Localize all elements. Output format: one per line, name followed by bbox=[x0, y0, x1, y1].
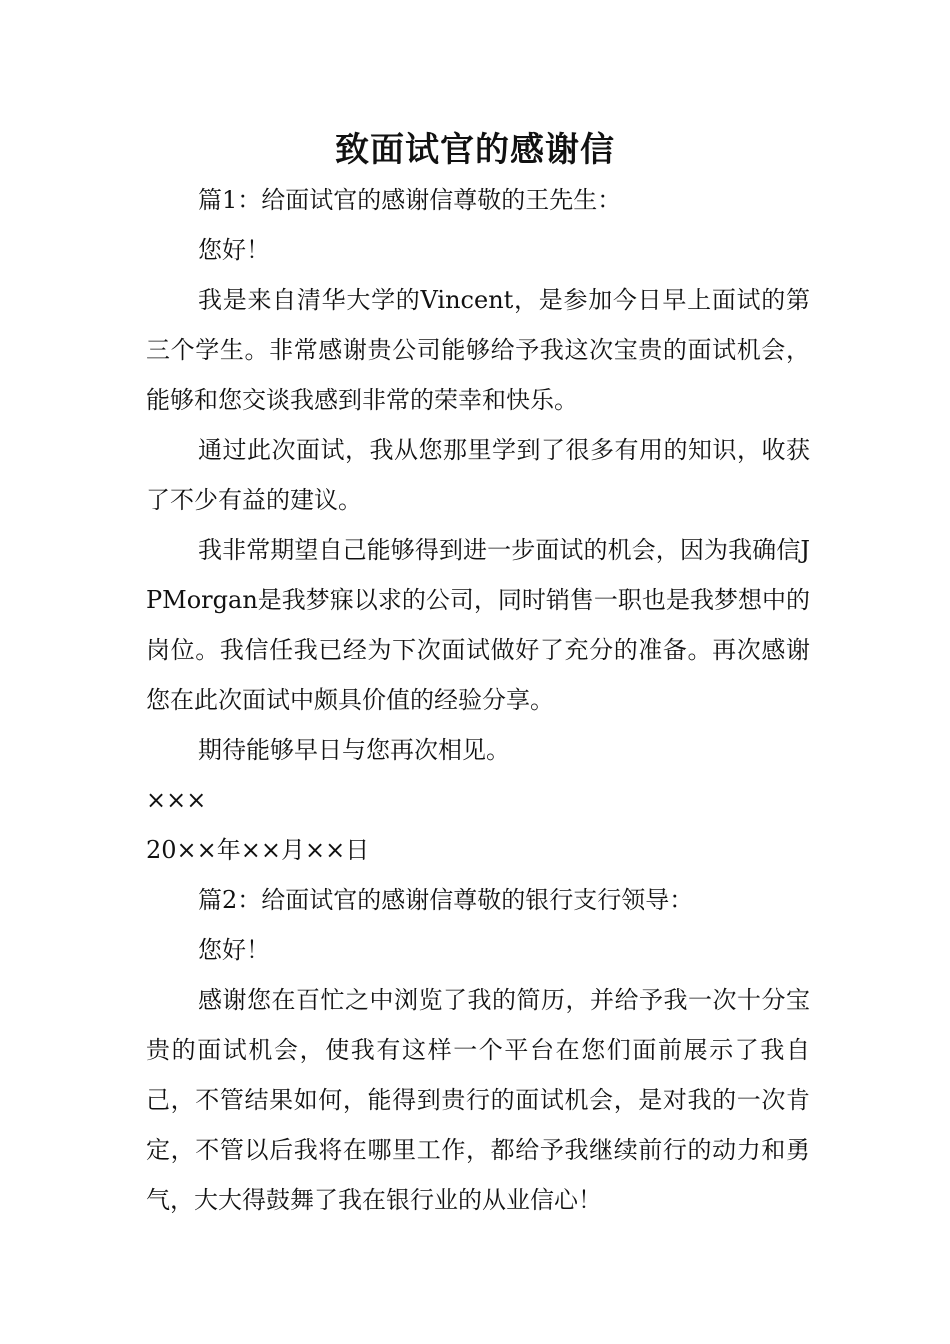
document-title: 致面试官的感谢信 bbox=[335, 130, 615, 170]
signature-name: ××× bbox=[146, 786, 207, 814]
paragraph-6: 期待能够早日与您再次相见。 bbox=[198, 736, 510, 764]
paragraph-11: 感谢您在百忙之中浏览了我的简历，并给予我一次十分宝贵的面试机会，使我有这样一个平台在您们面前展示了我自己，不管结果如何，能得到贵行的面试机会，是对我的一次肯定，不管以后我将在哪里工作，都给予我继续前行的动力和勇气，大大得鼓舞了我在银行业的从业信心！ bbox=[146, 986, 810, 1214]
paragraph-1: 篇1：给面试官的感谢信尊敬的王先生： bbox=[198, 186, 622, 214]
paragraph-10: 您好！ bbox=[198, 936, 270, 964]
signature-date: 20××年××月××日 bbox=[146, 836, 370, 864]
document-body bbox=[146, 175, 810, 1225]
paragraph-9: 篇2：给面试官的感谢信尊敬的银行支行领导： bbox=[198, 886, 694, 914]
paragraph-3: 我是来自清华大学的Vincent，是参加今日早上面试的第三个学生。非常感谢贵公司能够给予我这次宝贵的面试机会，能够和您交谈我感到非常的荣幸和快乐。 bbox=[146, 286, 810, 414]
paragraph-2: 您好！ bbox=[198, 236, 270, 264]
paragraph-4: 通过此次面试，我从您那里学到了很多有用的知识，收获了不少有益的建议。 bbox=[146, 436, 810, 514]
paragraph-5: 我非常期望自己能够得到进一步面试的机会，因为我确信JPMorgan是我梦寐以求的公司，同时销售一职也是我梦想中的岗位。我信任我已经为下次面试做好了充分的准备。再次感谢您在此次面试中颇具价值的经验分享。 bbox=[146, 536, 810, 714]
